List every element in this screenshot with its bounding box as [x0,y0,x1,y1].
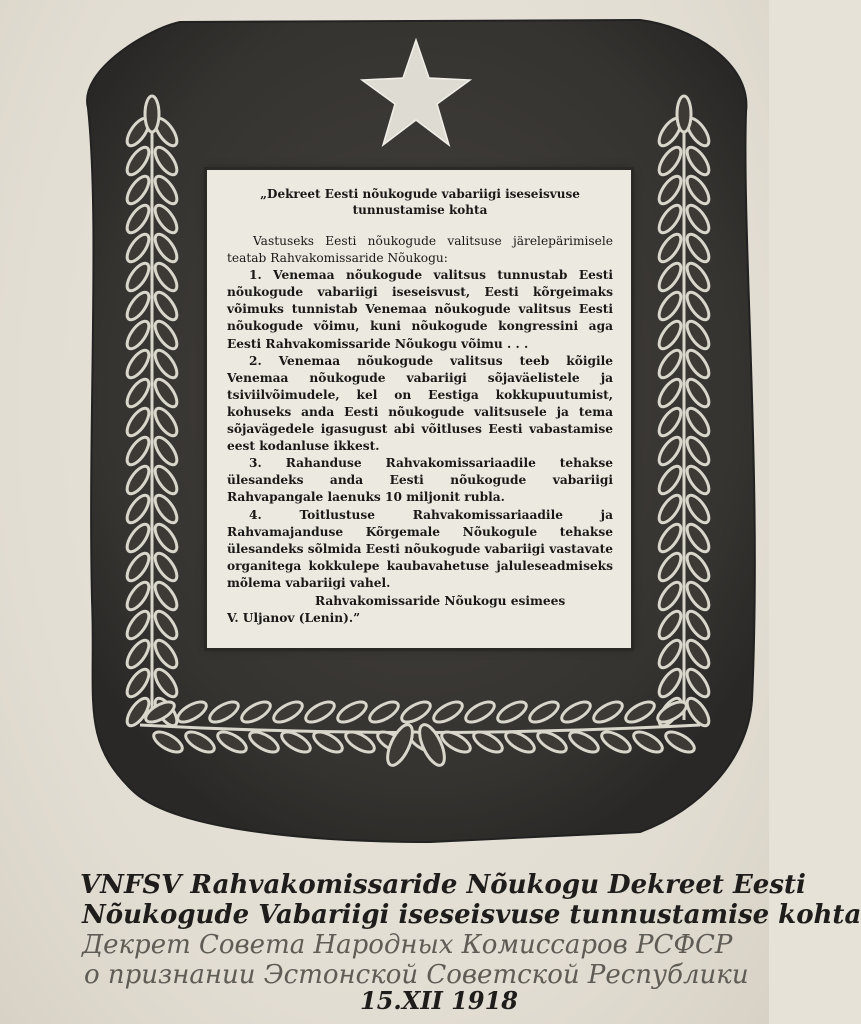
document-item: 3. Rahanduse Rahvakomissariaadile tehakse ülesandeks anda Eesti nõukogude vabariigi Rahvapangale laenuks 10 miljonit rubla. [227,456,613,505]
caption-line-russian-1: Декрет Совета Народных Комиссаров РСФСР [82,930,733,960]
document-item: 1. Venemaa nõukogude valitsus tunnustab Eesti nõukogude vabariigi iseseisvust, Eesti kõrgeimaks võimuks tunnistab Venemaa nõukogude valitsus Eesti nõukogude võimu, kuni nõukogude kongressini aga Eesti Rahvakomissaride Nõukogu võimu . . . [227,268,613,351]
document-item: 2. Venemaa nõukogude valitsus teeb kõigile Venemaa nõukogude vabariigi sõjaväelistele ja tsiviilvõimudele, kel on Eestiga kokkupuutumist, kohuseks anda Eesti nõukogude valitsusele ja tema sõjavägedele igasugust abi võitluses Eesti vabastamise eest kodanluse ikkest. [227,353,613,454]
caption-line-russian-2: о признании Эстонской Советской Республики [84,960,749,990]
document-item: 4. Toitlustuse Rahvakomissariaadile ja Rahvamajanduse Kõrgemale Nõukogule tehakse ülesandeks sõlmida Eesti nõukogude vabariigi vastavate organitega kokkulepe kaubavahetuse jaluleseadmiseks mõlema vabariigi vahel. [227,507,613,590]
decree-document [207,170,631,648]
signature-title: Rahvakomissaride Nõukogu esimees [315,593,566,608]
caption-line-estonian-2: Nõukogude Vabariigi iseseisvuse tunnustamise kohta [82,900,861,930]
caption-date: 15.XII 1918 [360,986,518,1015]
document-intro: Vastuseks Eesti nõukogude valitsuse järelepärimisele teatab Rahvakomissaride Nõukogu: [227,234,613,266]
signature-name: V. Uljanov (Lenin).” [227,611,361,626]
handwritten-caption [60,862,861,1022]
document-title: „Dekreet Eesti nõukogude vabariigi iseseisvuse tunnustamise kohta [260,187,580,217]
caption-line-estonian-1: VNFSV Rahvakomissaride Nõukogu Dekreet Eesti [80,870,806,900]
